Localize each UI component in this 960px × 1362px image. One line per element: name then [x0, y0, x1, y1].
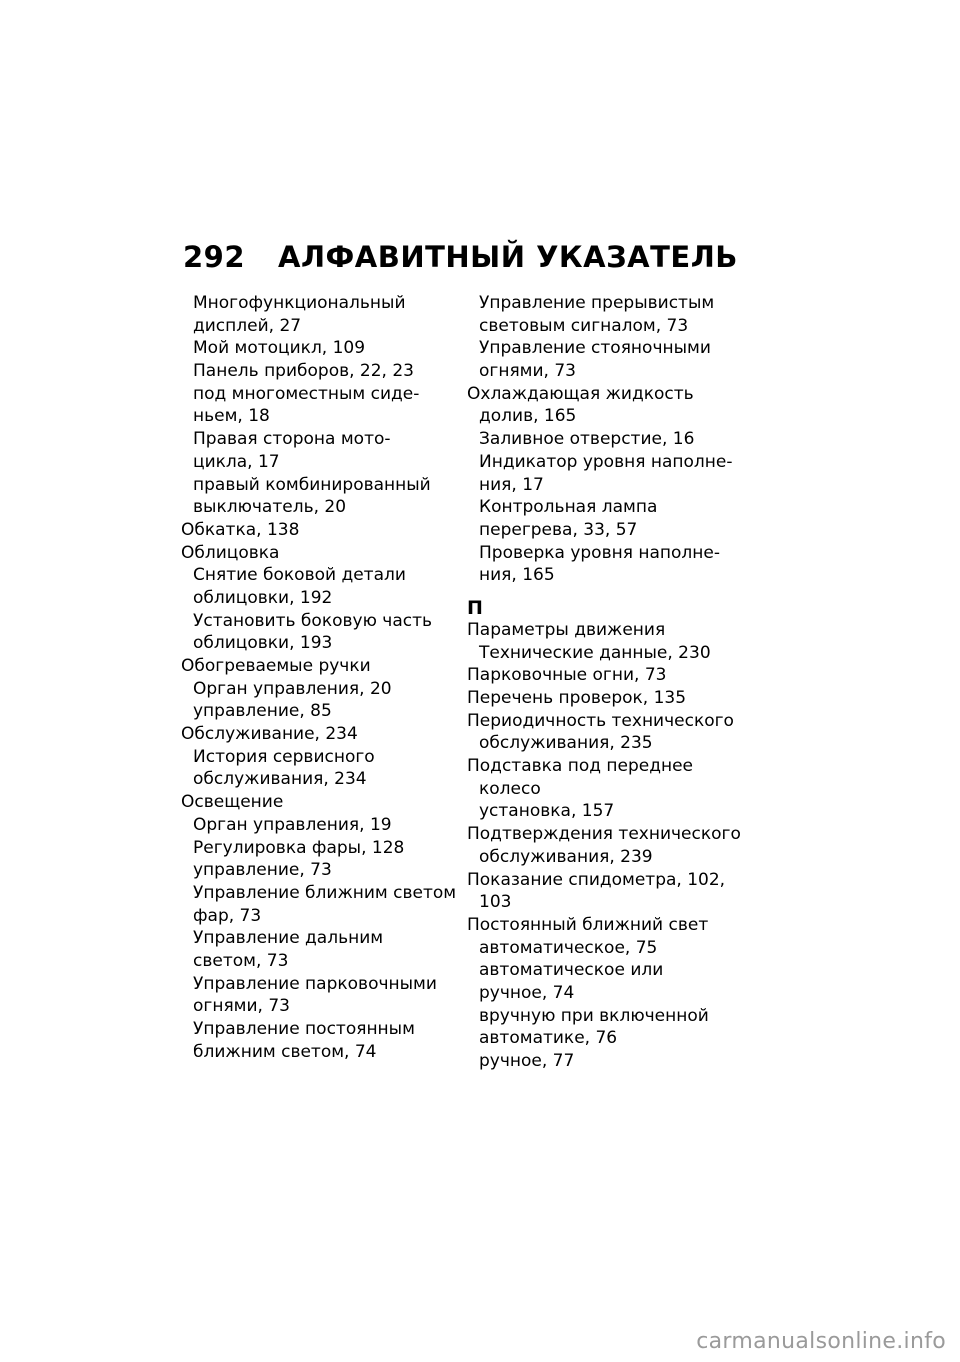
page-header: [183, 240, 738, 280]
index-subentry: ньем, 18: [193, 406, 270, 427]
index-column-right: [467, 292, 741, 1073]
index-subentry: Индикатор уровня наполне-: [479, 451, 733, 472]
index-subentry: Снятие боковой детали: [193, 565, 406, 586]
index-subentry: Управление постоянным: [193, 1019, 415, 1039]
index-subentry: долив, 165: [479, 406, 577, 427]
index-entry: Обогреваемые ручки: [181, 656, 371, 676]
page-title: АЛФАВИТНЫЙ УКАЗАТЕЛЬ: [278, 240, 738, 274]
index-subentry: облицовки, 192: [193, 587, 333, 608]
index-subentry: Управление ближним светом: [193, 882, 457, 903]
index-subentry: Заливное отверстие, 16: [479, 429, 695, 450]
index-subentry: установка, 157: [479, 801, 615, 822]
index-entry: Обслуживание, 234: [181, 724, 358, 745]
index-entry: Облицовка: [181, 542, 280, 563]
index-subentry: выключатель, 20: [193, 497, 347, 518]
index-subentry: дисплей, 27: [193, 315, 302, 336]
index-entry: Периодичность технического: [467, 710, 734, 731]
index-subentry: обслуживания, 239: [479, 846, 653, 867]
index-subentry: вручную при включенной: [479, 1005, 709, 1026]
index-entry: Постоянный ближний свет: [467, 914, 709, 935]
index-subentry: Установить боковую часть: [193, 610, 433, 631]
index-entry: Параметры движения: [467, 619, 666, 640]
index-letter-heading: П: [467, 596, 483, 619]
index-subentry: фар, 73: [193, 905, 262, 926]
index-subentry: Орган управления, 20: [193, 678, 392, 699]
index-subentry: ручное, 74: [479, 982, 575, 1003]
index-subentry: Контрольная лампа: [479, 497, 658, 518]
index-subentry: обслуживания, 235: [479, 733, 653, 754]
index-subentry: перегрева, 33, 57: [479, 519, 638, 540]
index-subentry: История сервисного: [193, 746, 375, 767]
page-number: 292: [183, 240, 246, 274]
index-subentry: цикла, 17: [193, 451, 280, 472]
index-subentry: автоматике, 76: [479, 1028, 618, 1049]
index-subentry: управление, 85: [193, 701, 332, 722]
index-subentry: колесо: [479, 778, 541, 799]
index-subentry: облицовки, 193: [193, 633, 333, 654]
index-entry: Обкатка, 138: [181, 519, 300, 540]
index-entry: Подтверждения технического: [467, 824, 741, 845]
index-subentry: огнями, 73: [479, 361, 576, 382]
index-subentry: автоматическое, 75: [479, 937, 658, 958]
index-subentry: ближним светом, 74: [193, 1041, 377, 1062]
index-subentry: обслуживания, 234: [193, 769, 367, 790]
index-entry: Подставка под переднее: [467, 756, 693, 777]
index-subentry: Многофункциональный: [193, 293, 406, 313]
index-subentry: правый комбинированный: [193, 474, 431, 495]
index-subentry: 103: [479, 892, 512, 913]
index-subentry: Мой мотоцикл, 109: [193, 338, 366, 359]
index-entry: Парковочные огни, 73: [467, 665, 667, 686]
watermark[interactable]: carmanualsonline.info: [696, 1329, 946, 1354]
index-subentry: автоматическое или: [479, 960, 664, 981]
index-subentry: Управление прерывистым: [479, 293, 715, 313]
index-subentry: светом, 73: [193, 950, 289, 971]
index-subentry: Панель приборов, 22, 23: [193, 361, 414, 382]
index-entry: Охлаждающая жидкость: [467, 383, 694, 404]
index-subentry: Регулировка фары, 128: [193, 837, 405, 858]
index-subentry: Проверка уровня наполне-: [479, 542, 720, 563]
index-entry: Освещение: [181, 792, 284, 813]
index-subentry: Орган управления, 19: [193, 814, 392, 835]
index-subentry: Технические данные, 230: [479, 642, 711, 663]
index-subentry: Управление парковочными: [193, 973, 437, 994]
index-subentry: световым сигналом, 73: [479, 315, 689, 336]
index-subentry: под многоместным сиде-: [193, 383, 420, 404]
index-entry: Перечень проверок, 135: [467, 688, 687, 708]
index-subentry: управление, 73: [193, 860, 332, 881]
index-entry: Показание спидометра, 102,: [467, 869, 726, 890]
index-column-left: [181, 292, 457, 1063]
index-subentry: ния, 165: [479, 565, 555, 586]
index-subentry: Правая сторона мото-: [193, 429, 391, 450]
index-subentry: ручное, 77: [479, 1051, 575, 1071]
index-subentry: Управление стояночными: [479, 338, 711, 359]
index-subentry: Управление дальним: [193, 928, 384, 949]
index-subentry: ния, 17: [479, 474, 544, 495]
index-subentry: огнями, 73: [193, 996, 290, 1017]
